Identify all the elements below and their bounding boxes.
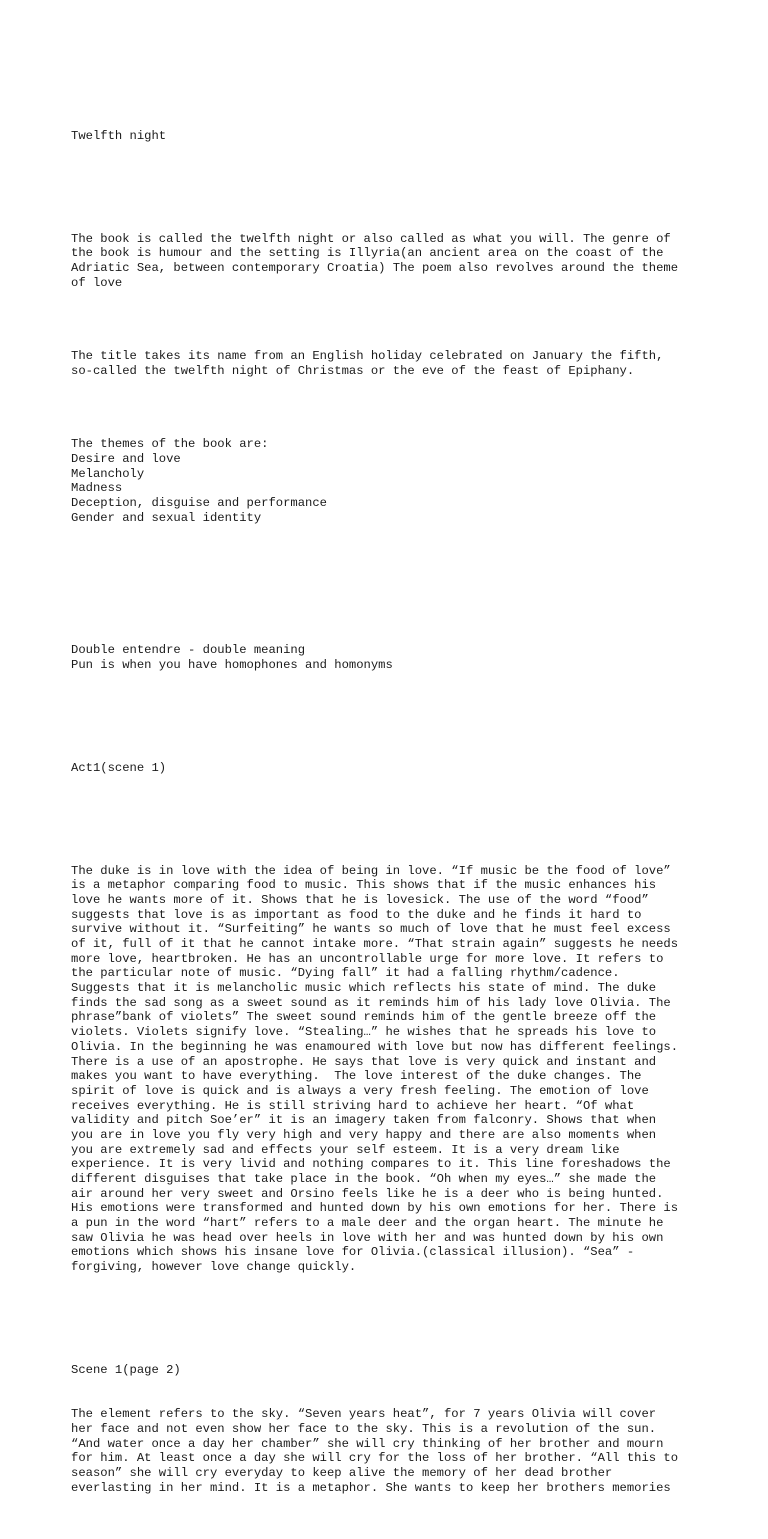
text-line: her face and not even show her face to the sky. This is a revolution of the sun. xyxy=(71,1421,657,1436)
text-line: more love, heartbroken. He has an uncontrollable urge for more love. It refers to xyxy=(71,951,664,966)
document-title: Twelfth night xyxy=(71,128,167,143)
scene1-heading: Scene 1(page 2) xyxy=(71,1363,181,1378)
text-line: you are in love you fly very high and very happy and there are also moments when xyxy=(71,1127,657,1142)
text-line: finds the sad song as a sweet sound as it reminds him of his lady love Olivia. The xyxy=(71,995,671,1010)
document-title-block xyxy=(71,99,711,173)
themes-list xyxy=(71,437,711,525)
text-line: season” she will cry everyday to keep alive the memory of her dead brother xyxy=(71,1465,613,1480)
text-line: Suggests that it is melancholic music which reflects his state of mind. The duke xyxy=(71,981,657,996)
text-line: Pun is when you have homophones and homonyms xyxy=(71,657,393,672)
text-line: the particular note of music. “Dying fall” it had a falling rhythm/cadence. xyxy=(71,966,620,981)
text-line: forgiving, however love change quickly. xyxy=(71,1260,357,1275)
text-line: validity and pitch Soe’er” it is an imagery taken from falconry. Shows that when xyxy=(71,1113,657,1128)
text-line: the book is humour and the setting is Illyria(an ancient area on the coast of the xyxy=(71,246,664,261)
act1-body-paragraph xyxy=(71,864,711,1275)
text-line: survive without it. “Surfeiting” he wants so much of love that he must feel excess xyxy=(71,922,671,937)
text-line: Madness xyxy=(71,481,123,496)
text-line: The book is called the twelfth night or also called as what you will. The genre of xyxy=(71,231,671,246)
scene1-body-paragraph xyxy=(71,1407,711,1495)
text-line: suggests that love is as important as food to the duke and he finds it hard to xyxy=(71,907,642,922)
text-line: There is a use of an apostrophe. He says that love is very quick and instant and xyxy=(71,1054,657,1069)
text-line: The duke is in love with the idea of being in love. “If music be the food of love” xyxy=(71,863,671,878)
act1-heading-block xyxy=(71,731,711,805)
text-line: The themes of the book are: xyxy=(71,437,269,452)
text-line: a pun in the word “hart” refers to a male deer and the organ heart. The minute he xyxy=(71,1216,664,1231)
text-line: His emotions were transformed and hunted down by his own emotions for her. There is xyxy=(71,1201,679,1216)
text-line: is a metaphor comparing food to music. This shows that if the music enhances his xyxy=(71,878,657,893)
text-line: receives everything. He is still striving hard to achieve her heart. “Of what xyxy=(71,1098,635,1113)
text-line: Adriatic Sea, between contemporary Croatia) The poem also revolves around the theme xyxy=(71,261,679,276)
text-line: Deception, disguise and performance xyxy=(71,496,327,511)
text-line: makes you want to have everything. The love interest of the duke changes. The xyxy=(71,1069,642,1084)
intro-paragraph xyxy=(71,232,711,291)
text-line: “And water once a day her chamber” she will cry thinking of her brother and mourn xyxy=(71,1436,664,1451)
text-line: The element refers to the sky. “Seven years heat”, for 7 years Olivia will cover xyxy=(71,1407,657,1422)
text-line: love he wants more of it. Shows that he is lovesick. The use of the word “food” xyxy=(71,892,649,907)
definitions-paragraph xyxy=(71,643,711,672)
text-line: Melancholy xyxy=(71,466,145,481)
text-line: Gender and sexual identity xyxy=(71,510,262,525)
document-page xyxy=(71,70,711,1539)
text-line: so-called the twelfth night of Christmas or the eve of the feast of Epiphany. xyxy=(71,363,635,378)
text-line: Olivia. In the beginning he was enamoured with love but now has different feelings. xyxy=(71,1039,679,1054)
blank-line xyxy=(71,584,711,599)
text-line: of it, full of it that he cannot intake more. “That strain again” suggests he needs xyxy=(71,937,679,952)
text-line: emotions which shows his insane love for Olivia.(classical illusion). “Sea” - xyxy=(71,1245,635,1260)
text-line: of love xyxy=(71,275,123,290)
text-line: violets. Violets signify love. “Stealing…” he wishes that he spreads his love to xyxy=(71,1025,657,1040)
text-line: air around her very sweet and Orsino feels like he is a deer who is being hunted. xyxy=(71,1186,664,1201)
title-origin-paragraph xyxy=(71,349,711,378)
text-line: different disguises that take place in the book. “Oh when my eyes…” she made the xyxy=(71,1172,657,1187)
text-line: Double entendre - double meaning xyxy=(71,643,306,658)
text-line: spirit of love is quick and is always a very fresh feeling. The emotion of love xyxy=(71,1083,649,1098)
text-line: saw Olivia he was head over heels in love with her and was hunted down by his own xyxy=(71,1230,664,1245)
act1-heading: Act1(scene 1) xyxy=(71,760,167,775)
text-line: everlasting in her mind. It is a metaphor. She wants to keep her brothers memories xyxy=(71,1480,671,1495)
text-line: for him. At least once a day she will cry for the loss of her brother. “All this to xyxy=(71,1451,679,1466)
text-line: The title takes its name from an English holiday celebrated on January the fifth, xyxy=(71,349,664,364)
text-line: you are extremely sad and effects your self esteem. It is a very dream like xyxy=(71,1142,620,1157)
scene1-section xyxy=(71,1334,711,1525)
text-line: phrase”bank of violets” The sweet sound reminds him of the gentle breeze off the xyxy=(71,1010,657,1025)
text-line: Desire and love xyxy=(71,452,181,467)
text-line: experience. It is very livid and nothing compares to it. This line foreshadows the xyxy=(71,1157,671,1172)
